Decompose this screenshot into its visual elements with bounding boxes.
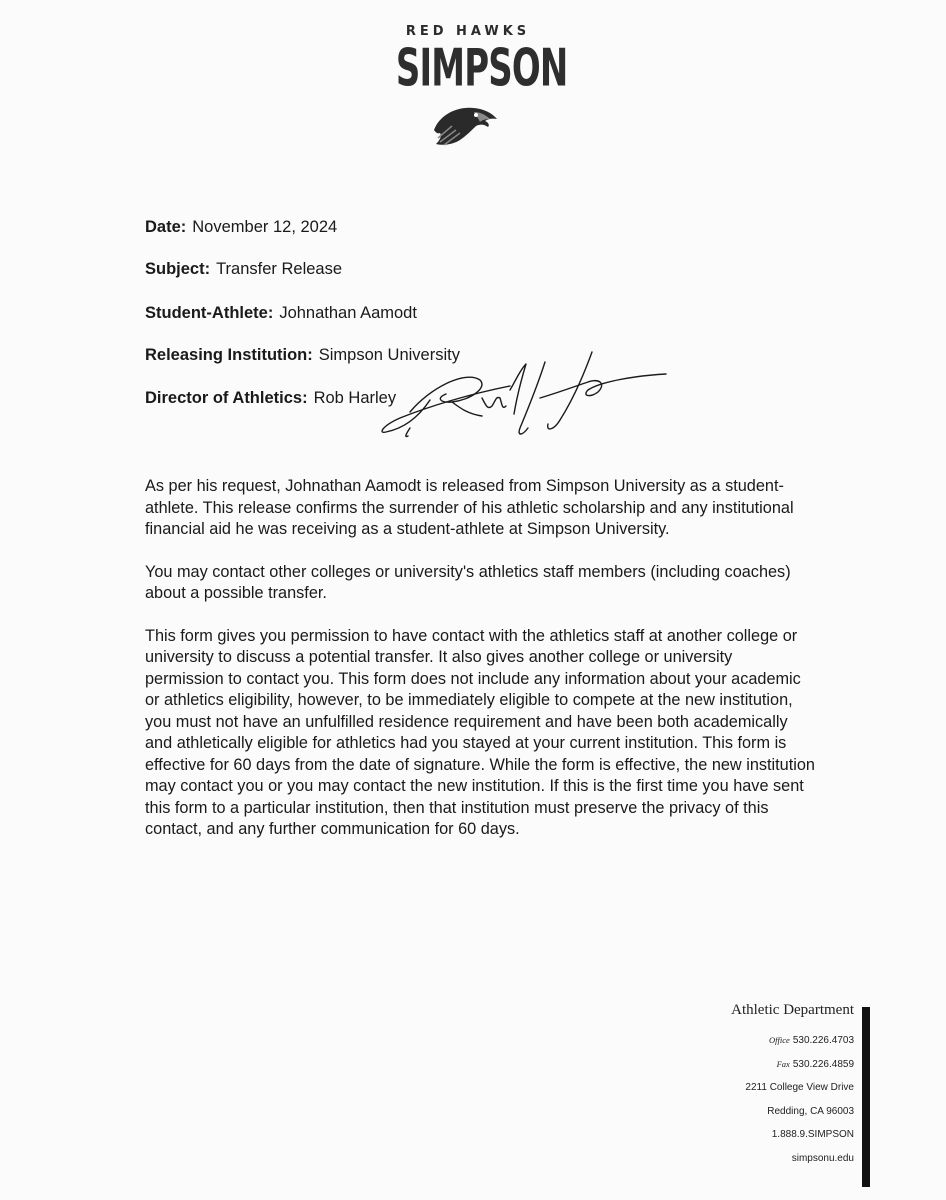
footer-divider-bar — [862, 1007, 870, 1187]
subject-field — [145, 260, 342, 279]
student-athlete-value: Johnathan Aamodt — [279, 304, 417, 322]
office-phone: 530.226.4703 — [792, 1035, 854, 1046]
logo-school-name: SIMPSON — [395, 37, 568, 98]
simpson-logo — [380, 20, 568, 146]
body-paragraph: This form gives you permission to have contact with the athletics staff at another college or university to discuss a potential transfer. It also gives another college or university permission to contact you. This form does not include any information about your academic or athletics eligibility, however, to be immediately eligible to compete at the new institution, you must not have an unfulfilled residence requirement and have been both academically and athletically eligible for athletics had you stayed at your current institution. This form is effective for 60 days from the date of signature. While the form is effective, the new institution may contact you or you may contact the new institution. If this is the first time you have sent this form to a particular institution, then that institution must preserve the privacy of this contact, and any further communication for 60 days. — [145, 626, 815, 838]
releasing-institution-label: Releasing Institution: — [145, 346, 313, 364]
body-paragraph: As per his request, Johnathan Aamodt is released from Simpson University as a student-athlete. This release confirms the surrender of his athletic scholarship and any institutional financial aid he was receiving as a student-athlete at Simpson University. — [145, 477, 794, 538]
student-athlete-label: Student-Athlete: — [145, 304, 274, 322]
director-value: Rob Harley — [313, 389, 397, 407]
director-field — [145, 389, 396, 408]
fax-label: Fax — [776, 1058, 790, 1069]
office-label: Office — [769, 1035, 790, 1045]
toll-free-number: 1.888.9.SIMPSON — [771, 1129, 854, 1141]
department-contact — [731, 1000, 854, 1171]
director-label: Director of Athletics: — [145, 389, 308, 407]
department-name: Athletic Department — [731, 1002, 854, 1018]
subject-value: Transfer Release — [216, 260, 343, 278]
director-signature — [370, 340, 680, 450]
subject-label: Subject: — [145, 260, 211, 278]
releasing-institution-value: Simpson University — [318, 346, 460, 364]
date-value: November 12, 2024 — [192, 218, 338, 236]
letter-body — [145, 476, 815, 862]
fax-phone: 530.226.4859 — [792, 1058, 854, 1070]
website-link[interactable]: simpsonu.edu — [791, 1152, 854, 1164]
hawk-head-icon — [430, 100, 500, 150]
date-field — [145, 218, 337, 237]
office-phone-line — [731, 1029, 854, 1053]
address-line-1: 2211 College View Drive — [745, 1082, 854, 1094]
address-line-2: Redding, CA 96003 — [767, 1105, 854, 1117]
fax-line — [731, 1053, 854, 1077]
logo-team-name: RED HAWKS — [405, 24, 531, 39]
date-label: Date: — [145, 218, 187, 236]
student-athlete-field — [145, 304, 417, 323]
body-paragraph: You may contact other colleges or university's athletics staff members (including coaches) about a possible transfer. — [145, 562, 791, 602]
